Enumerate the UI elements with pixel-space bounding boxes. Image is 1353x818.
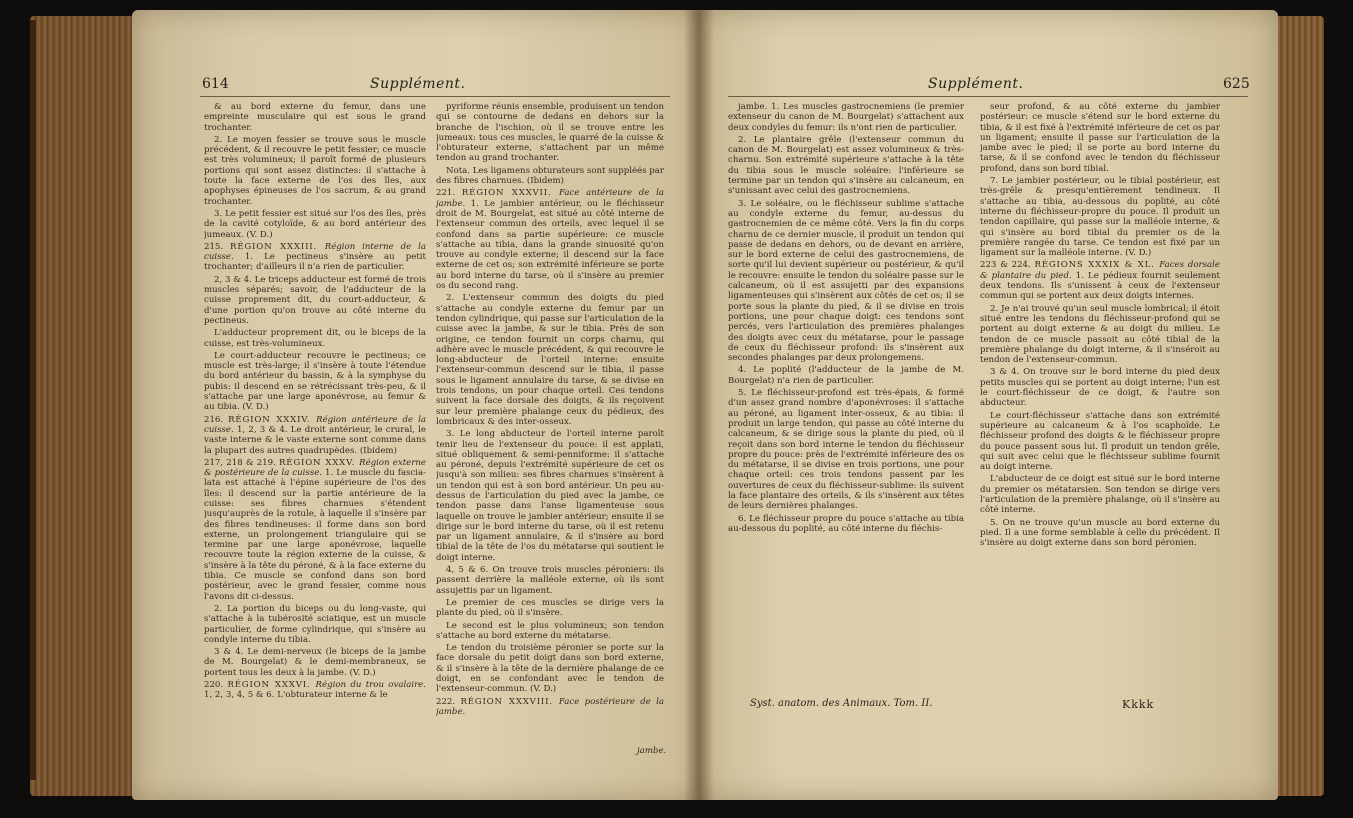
region-heading: RÉGION XXXV. [279, 457, 360, 468]
section-number: 221. [436, 188, 462, 199]
region-heading: RÉGION XXXVI. [227, 680, 316, 691]
body-paragraph: seur profond, & au côté externe du jambier postérieur: ce muscle s'étend sur le bord externe du tibia, & il est fixé à l'extrémité inférieure de cet os par un ligament; ensuite il passe sur l'articulation de la jambe avec le pied; il se porte au bord interne du tarse, & il se confond avec le tendon du fléchisseur profond, dans son bord tibial. [980, 102, 1220, 174]
section-paragraph [204, 680, 426, 701]
section-text: 1. Le pectineus s'insère au petit trochanter; d'ailleurs il n'a rien de particulier. [204, 252, 426, 273]
body-paragraph: 3. Le long abducteur de l'orteil interne paroît tenir lieu de l'extenseur du pouce: il est applati, situé obliquement & semi-penniforme: il s'attache au péroné, depuis l'extrémité supérieure de cet os jusqu'à son milieu: ses fibres charnues s'insèrent à un tendon qui est à son bord antérieur. Un peu au-dessus de l'articulation du pied avec la jambe, ce tendon passe dans l'anse ligamenteuse sous laquelle on trouve le jambier antérieur; ensuite il se dirige sur le bord interne du tarse, où il est retenu par un ligament annulaire, & il s'insère au bord tibial de la tête de l'os du métatarse qui soutient le doigt interne. [436, 429, 664, 563]
section-text: 1, 2, 3 & 4. Le droit antérieur, le crural, le vaste interne & le vaste externe sont comme dans la plupart des autres quadrupèdes. (Ibidem) [204, 424, 426, 456]
body-paragraph: 2. Le plantaire grêle (l'extenseur commun du canon de M. Bourgelat) est assez volumineux & très-charnu. Son extrémité supérieure s'attache à la tête du tibia sous le muscle soléaire: l'inférieure se termine par un tendon qui s'insère au calcaneum, en s'unissant avec celui des gastrocnemiens. [728, 134, 964, 197]
region-title: Face postérieure de la jambe. [436, 696, 664, 717]
right-page-edges [1276, 16, 1324, 796]
section-text: 1. Le muscle du fascia-lata est attaché à l'épine supérieure de l'os des îles: il descend sur la partie antérieure de la cuisse: ses fibres charnues s'étendent jusqu'auprès de la rotule, à laquelle il s'insère par des fibres tendineuses: il forme dans son bord externe, un prolongement triangulaire qui se termine par une large aponévrose, laquelle recouvre toute la région externe de la cuisse, & s'insère à la tête du péroné, & à la face externe du tibia. Ce muscle se confond dans son bord postérieur, avec le grand fessier, comme nous l'avons dit ci-dessus. [204, 468, 426, 602]
section-paragraph [204, 242, 426, 273]
body-paragraph: 5. On ne trouve qu'un muscle au bord externe du pied. Il a une forme semblable à celle du précédent. Il s'insère au doigt externe dans son bord péronien. [980, 517, 1220, 549]
left-header-rule [200, 96, 670, 97]
body-paragraph: Le court-adducteur recouvre le pectineus; ce muscle est très-large; il s'insère à toute l'étendue du bord antérieur du bassin, & à la symphyse du pubis: il descend en se rétrécissant très-peu, & il s'attache par une large aponévrose, au femur & au tibia. (V. D.) [204, 350, 426, 413]
body-paragraph: Le premier de ces muscles se dirige vers la plante du pied, où il s'insère. [436, 597, 664, 619]
body-paragraph: 2, 3 & 4. Le triceps adducteur est formé de trois muscles séparés; savoir, de l'adducteur de la cuisse proprement dit, du court-adducteur, & d'une portion qu'on trouve au côté interne du pectineus. [204, 274, 426, 326]
region-title: Face antérieure de la jambe. [436, 188, 664, 209]
left-page [132, 10, 698, 800]
section-number: 216. [204, 414, 229, 425]
region-title: Région antérieure de la cuisse. [204, 414, 426, 435]
section-paragraph [204, 415, 426, 456]
section-paragraph [436, 697, 664, 718]
body-paragraph: 7. Le jambier postérieur, ou le tibial postérieur, est très-grêle & presqu'entièrement tendineux. Il s'attache au tibia, au-dessous du poplité, au côté interne du fléchisseur-propre du pouce. Il produit un tendon capillaire, qui passe sur la malléole interne, & qui s'insère au bord tibial du premier os de la première rangée du tarse. Ce tendon est fixé par un ligament sur la malléole interne. (V. D.) [980, 176, 1220, 259]
right-footer: Syst. anatom. des Animaux. Tom. II. [750, 698, 933, 709]
body-paragraph: pyriforme réunis ensemble, produisent un tendon qui se contourne de dedans en dehors sur la branche de l'ischion, où il se trouve entre les jumeaux: tous ces muscles, le quarré de la cuisse & l'obturateur externe, s'attachent par un même tendon au grand trochanter. [436, 102, 664, 164]
body-paragraph: 2. La portion du biceps ou du long-vaste, qui s'attache à la tubérosité sciatique, est un muscle particulier, de forme cylindrique, qui s'insère au condyle interne du tibia. [204, 603, 426, 645]
body-paragraph: 2. L'extenseur commun des doigts du pied s'attache au condyle externe du femur par un tendon cylindrique, qui passe sur l'articulation de la cuisse avec la jambe, & sur le tibia. Près de son origine, ce tendon fournit un corps charnu, qui adhère avec le muscle précédent, & qui recouvre le long-abducteur de l'orteil interne: ensuite l'extenseur-commun descend sur le tibia, il passe sous le ligament annulaire du tarse, & se divise en trois tendons, un pour chaque orteil. Ces tendons suivent la face dorsale des doigts, & ils reçoivent sur leur première phalange ceux du pédieux, des lombricaux & des inter-osseux. [436, 293, 664, 427]
section-number: 215. [204, 241, 231, 252]
region-heading: RÉGION XXXIII. [230, 241, 325, 252]
body-paragraph: 2. Le moyen fessier se trouve sous le muscle précédent, & il recouvre le petit fessier; ce muscle est très volumineux; il paroît formé de plusieurs portions qui sont assez distinctes: il s'attache à toute la face externe de l'os des îles, aux apophyses épineuses de l'os sacrum, & au grand trochanter. [204, 134, 426, 207]
body-paragraph: 6. Le fléchisseur propre du pouce s'attache au tibia au-dessous du poplité, au côté interne du fléchis- [728, 513, 964, 534]
left-catchword: jambe. [637, 746, 667, 756]
right-column-1 [728, 102, 964, 622]
section-text: 1. Le pédieux fournit seulement deux tendons. Ils s'unissent à ceux de l'extenseur commun qui se portent aux deux doigts internes. [980, 270, 1220, 302]
section-text: 1. Le jambier antérieur, ou le fléchisseur droit de M. Bourgelat, est situé au côté interne de l'extenseur commun des orteils, avec lequel il se confond dans sa partie supérieure: ce muscle s'attache au tibia, dans la grande sinuosité qu'on trouve au condyle externe; il descend sur la face externe de cet os; son extrémité inférieure se porte au bord interne du tarse, où il s'insère au premier os du second rang. [436, 198, 664, 292]
region-heading: RÉGIONS XXXIX & XL. [1034, 260, 1160, 271]
body-paragraph: 3. Le soléaire, ou le fléchisseur sublime s'attache au condyle externe du femur, au-dessus du gastrocnemien de ce même côté. Vers la fin du corps charnu de ce dernier muscle, il produit un tendon qui passe de dedans en dehors, ou de devant en arrière, sur le bord externe de celui des gastrocnemiens, de sorte qu'il lui devient supérieur ou postérieur, & qu'il le recouvre: ensuite le tendon du soléaire passe sur le calcaneum, où il est assujetti par des expansions ligamenteuses qui s'insèrent aux côtés de cet os; il se porte sous la plante du pied, & il se divise en trois portions, une pour chaque doigt: ces tendons sont percés, vers l'articulation des premières phalanges des doigts avec ceux du métatarse, pour le passage de ceux du fléchisseur profond: ils s'insèrent aux secondes phalanges par deux prolongemens. [728, 198, 964, 364]
left-page-number: 614 [202, 76, 229, 92]
section-number: 223 & 224. [980, 260, 1035, 271]
region-title: Région interne de la cuisse. [204, 241, 426, 263]
body-paragraph: 4, 5 & 6. On trouve trois muscles péroniers: ils passent derrière la malléole externe, où ils sont assujettis par un ligament. [436, 565, 664, 596]
region-heading: RÉGION XXXVIII. [460, 696, 559, 707]
body-paragraph: 3 & 4. On trouve sur le bord interne du pied deux petits muscles qui se portent au doigt interne; l'un est le court-fléchisseur de ce doigt, & l'autre son abducteur. [980, 367, 1220, 409]
right-page-number: 625 [1223, 76, 1250, 92]
body-paragraph: 5. Le fléchisseur-profond est très-épais, & formé d'un assez grand nombre d'aponévroses: il s'attache au péroné, au ligament inter-osseux, & au tibia: il produit un large tendon, qui passe au côté interne du calcaneum, & se dirige sous la plante du pied, où il reçoit dans son bord interne le tendon du fléchisseur propre du pouce: près de l'extrémité inférieure des os du métatarse, il se divise en trois portions, une pour chaque orteil: ces trois tendons passent par les ouvertures de ceux du fléchisseur-sublime: ils suivent la face plantaire des orteils, & ils s'insèrent aux têtes de leurs dernières phalanges. [728, 388, 964, 512]
right-column-2 [980, 102, 1220, 602]
region-heading: RÉGION XXXIV. [228, 414, 317, 425]
body-paragraph: L'abducteur de ce doigt est situé sur le bord interne du premier os métatarsien. Son tendon se dirige vers l'articulation de la première phalange, où il s'insère au côté interne. [980, 474, 1220, 516]
signature-mark: Kkkk [1122, 698, 1155, 711]
body-paragraph: Nota. Les ligamens obturateurs sont suppléés par des fibres charnues. (Ibidem) [436, 165, 664, 187]
body-paragraph: L'adducteur proprement dit, ou le biceps de la cuisse, est très-volumineux. [204, 328, 426, 349]
right-running-head: Supplément. [928, 76, 1024, 92]
region-title: Région externe & postérieure de la cuisse. [204, 457, 426, 479]
region-title: Faces dorsale & plantaire du pied. [980, 260, 1220, 281]
body-paragraph: Le court-fléchisseur s'attache dans son extrémité supérieure au calcaneum & à l'os scaphoïde. Le fléchisseur profond des doigts & le fléchisseur propre du pouce passent sous lui. Il produit un tendon grêle, qui suit avec celui que le fléchisseur sublime fournit au doigt interne. [980, 410, 1220, 473]
region-title: Région du trou ovalaire. [315, 680, 426, 691]
section-paragraph [204, 458, 426, 602]
body-paragraph: 2. Je n'ai trouvé qu'un seul muscle lombrical; il étoit situé entre les tendons du fléchisseur-profond qui se portent au doigt externe & au doigt du milieu. Le tendon de ce muscle passoit au côté tibial de la première phalange du doigt interne, & il s'inséroit au tendon de l'extenseur-commun. [980, 303, 1220, 366]
section-number: 217, 218 & 219. [204, 457, 279, 468]
binding-strip [30, 20, 36, 780]
right-header-rule [728, 96, 1248, 97]
left-page-edges [30, 16, 134, 796]
section-text: 1, 2, 3, 4, 5 & 6. L'obturateur interne & le [204, 690, 388, 701]
section-paragraph [436, 188, 664, 291]
region-heading: RÉGION XXXVII. [461, 188, 560, 199]
left-column-2 [436, 102, 664, 742]
body-paragraph: Le second est le plus volumineux; son tendon s'attache au bord externe du métatarse. [436, 620, 664, 641]
section-number: 222. [436, 696, 461, 707]
left-running-head: Supplément. [370, 76, 466, 92]
body-paragraph: 4. Le poplité (l'adducteur de la jambe de M. Bourgelat) n'a rien de particulier. [728, 365, 964, 386]
body-paragraph: jambe. 1. Les muscles gastrocnemiens (le premier extenseur du canon de M. Bourgelat) s'attachent aux deux condyles du femur: ils n'ont rien de particulier. [728, 102, 964, 133]
section-paragraph [980, 260, 1220, 301]
body-paragraph: 3. Le petit fessier est situé sur l'os des îles, près de la cavité cotyloïde, & au bord antérieur des jumeaux. (V. D.) [204, 208, 426, 240]
body-paragraph: 3 & 4. Le demi-nerveux (le biceps de la jambe de M. Bourgelat) & le demi-membraneux, se portent tous les deux à la jambe. (V. D.) [204, 647, 426, 678]
section-number: 220. [204, 680, 228, 691]
body-paragraph: Le tendon du troisième péronier se porte sur la face dorsale du petit doigt dans son bord externe, & il s'insère à la tête de la dernière phalange de ce doigt, en se confondant avec le tendon de l'extenseur-commun. (V. D.) [436, 643, 664, 695]
right-page [698, 10, 1278, 800]
body-paragraph: & au bord externe du femur, dans une empreinte musculaire qui est sous le grand trochanter. [204, 102, 426, 133]
left-column-1 [204, 102, 426, 742]
